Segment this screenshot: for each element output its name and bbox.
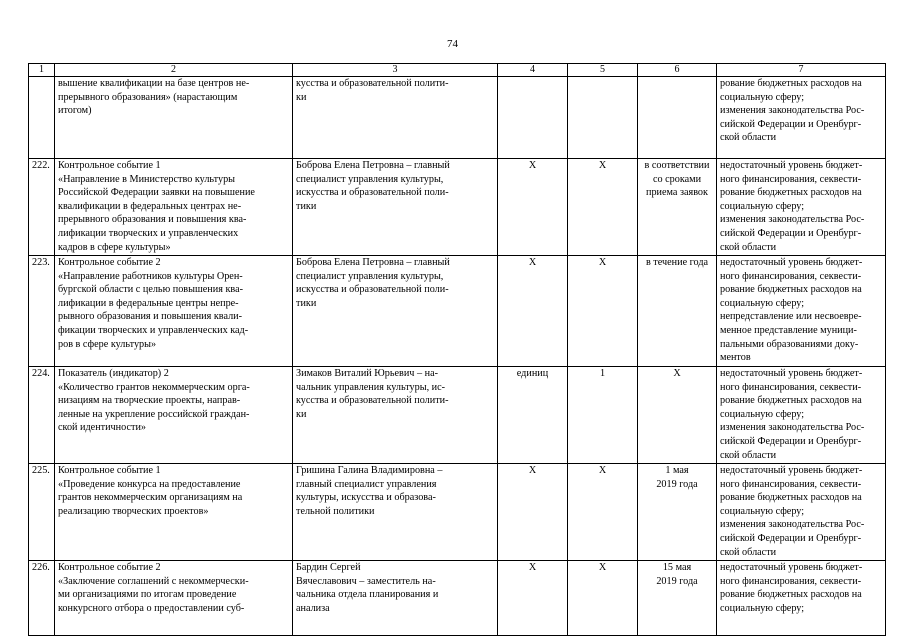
event-description [55,77,293,159]
responsible-person-line: ки [296,408,307,420]
event-description-line: фикации творческих и управленческих кад- [58,324,249,336]
risk-cell-line: социальную сферу; [720,297,805,309]
table-row [29,464,886,561]
event-description-line: кадров в сфере культуры» [58,241,171,253]
responsible-person-line: тики [296,297,317,309]
responsible-person-line: тельной политики [296,505,375,517]
responsible-person-line: тики [296,200,317,212]
table-row [29,159,886,256]
event-description-line: прерывного образования и повышения ква- [58,214,247,226]
deadline-cell-line: 2019 года [656,575,698,587]
unit-cell-line: X [528,160,537,171]
risk-cell [717,464,886,561]
event-description [55,367,293,464]
deadline-cell [638,159,717,256]
row-number-line: 225. [32,465,50,476]
value-cell [568,77,638,159]
responsible-person-line: Боброва Елена Петровна – главный [296,160,450,171]
unit-cell-line: X [528,562,537,573]
risk-cell-line: недостаточный уровень бюджет- [720,562,863,573]
risk-cell-line: непредставление или несвоевре- [720,311,862,323]
deadline-cell [638,367,717,464]
value-cell-line: 1 [599,368,606,379]
risk-cell-line: рование бюджетных расходов на [720,589,862,601]
row-number [29,77,55,159]
deadline-cell [638,464,717,561]
risk-cell-line: ного финансирования, секвести- [720,381,862,393]
table-row [29,256,886,367]
responsible-person [293,256,498,367]
event-description-line: ми организациями по итогам проведение [58,589,237,601]
event-description-line: итогом) [58,105,92,117]
event-description-line: грантов некоммерческим организациям на [58,492,243,504]
unit-cell [498,561,568,636]
event-description-line: «Количество грантов некоммерческим орга- [58,381,250,393]
unit-cell [498,367,568,464]
unit-cell-line: X [528,465,537,476]
event-description [55,464,293,561]
responsible-person [293,464,498,561]
responsible-person-line: искусства и образовательной поли- [296,284,449,296]
deadline-cell-line: 1 мая [665,465,689,476]
event-description-line: конкурсного отбора о предоставлении суб- [58,602,245,614]
risk-cell-line: ного финансирования, секвести- [720,478,862,490]
responsible-person-line: чальника отдела планирования и [296,589,439,601]
row-number [29,464,55,561]
event-description-line: вышение квалификации на базе центров не- [58,78,250,89]
risk-cell-line: ской области [720,546,777,558]
header-cell: 3 [293,64,498,77]
page-number: 74 [447,38,458,50]
value-cell [568,159,638,256]
event-description-line: «Направление в Министерство культуры [58,173,236,185]
event-description-line: «Заключение соглашений с некоммерчески- [58,575,249,587]
event-description-line: реализацию творческих проектов» [58,505,209,517]
unit-cell-line: единиц [516,368,549,379]
value-cell-line: X [598,257,607,268]
table-row [29,367,886,464]
risk-cell-line: недостаточный уровень бюджет- [720,465,863,476]
responsible-person [293,159,498,256]
risk-cell-line: ской области [720,132,777,144]
deadline-cell [638,561,717,636]
event-description-line: лификации творческих и управленческих [58,227,239,239]
row-number-line: 226. [32,562,50,573]
risk-cell-line: рование бюджетных расходов на [720,187,862,199]
risk-cell-line: социальную сферу; [720,408,805,420]
deadline-cell-line: в течение года [645,257,709,268]
deadline-cell-line: X [673,368,681,379]
event-description-line: Контрольное событие 1 [58,465,161,476]
responsible-person-line: кусства и образовательной полити- [296,395,449,407]
header-cell: 5 [568,64,638,77]
row-number-line: 224. [32,368,50,379]
risk-cell-line: ного финансирования, секвести- [720,575,862,587]
risk-cell-line: ской области [720,449,777,461]
event-description-line: Контрольное событие 2 [58,562,161,573]
risk-cell-line: рование бюджетных расходов на [720,492,862,504]
responsible-person-line: Гришина Галина Владимировна – [296,465,443,476]
unit-cell [498,77,568,159]
responsible-person-line: Вячеславович – заместитель на- [296,575,436,587]
responsible-person-line: главный специалист управления [296,478,437,490]
risk-cell-line: недостаточный уровень бюджет- [720,160,863,171]
responsible-person-line: Бардин Сергей [296,562,361,573]
event-description-line: ленные на укрепление российской граждан- [58,408,250,420]
value-cell-line: X [598,562,607,573]
responsible-person-line: чальник управления культуры, ис- [296,381,446,393]
risk-cell-line: сийской Федерации и Оренбург- [720,435,862,447]
risk-cell-line: недостаточный уровень бюджет- [720,368,863,379]
event-description-line: Контрольное событие 2 [58,257,161,268]
responsible-person-line: искусства и образовательной поли- [296,187,449,199]
risk-cell-line: недостаточный уровень бюджет- [720,257,863,268]
deadline-cell-line: в соответствии [644,160,710,171]
risk-cell-line: рование бюджетных расходов на [720,395,862,407]
risk-cell-line: социальную сферу; [720,200,805,212]
event-description-line: ров в сфере культуры» [58,338,157,350]
row-number [29,256,55,367]
event-description-line: Контрольное событие 1 [58,160,161,171]
risk-cell-line: социальную сферу; [720,602,805,614]
risk-cell-line: рование бюджетных расходов на [720,78,862,89]
responsible-person [293,367,498,464]
risk-cell-line: сийской Федерации и Оренбург- [720,118,862,130]
risk-cell-line: ного финансирования, секвести- [720,270,862,282]
unit-cell [498,464,568,561]
header-cell: 2 [55,64,293,77]
value-cell [568,367,638,464]
risk-cell-line: сийской Федерации и Оренбург- [720,532,862,544]
risk-cell [717,561,886,636]
header-cell: 6 [638,64,717,77]
responsible-person-line: ки [296,91,307,103]
risk-cell-line: изменения законодательства Рос- [720,105,865,117]
row-number [29,159,55,256]
header-cell: 4 [498,64,568,77]
responsible-person-line: кусства и образовательной полити- [296,78,449,89]
risk-cell-line: ного финансирования, секвести- [720,173,862,185]
unit-cell [498,256,568,367]
event-description-line: Показатель (индикатор) 2 [58,368,169,379]
value-cell [568,464,638,561]
event-description [55,561,293,636]
risk-cell-line: ской области [720,241,777,253]
risk-cell [717,256,886,367]
plan-table [28,63,886,636]
event-description-line: «Проведение конкурса на предоставление [58,478,241,490]
risk-cell-line: социальную сферу; [720,91,805,103]
value-cell [568,256,638,367]
header-cell: 1 [29,64,55,77]
deadline-cell-line: со сроками [652,173,702,185]
event-description-line: рывного образования и повышения квали- [58,311,243,323]
risk-cell-line: социальную сферу; [720,505,805,517]
header-row [29,64,886,77]
risk-cell-line: менное представление муници- [720,324,857,336]
row-number [29,367,55,464]
risk-cell-line: изменения законодательства Рос- [720,422,865,434]
unit-cell-line: X [528,257,537,268]
risk-cell-line: сийской Федерации и Оренбург- [720,227,862,239]
value-cell [568,561,638,636]
event-description-line: квалификации в федеральных центрах не- [58,200,242,212]
table-row [29,561,886,636]
event-description [55,256,293,367]
deadline-cell-line: 15 мая [662,562,692,573]
risk-cell-line: изменения законодательства Рос- [720,519,865,531]
deadline-cell [638,256,717,367]
row-number [29,561,55,636]
risk-cell-line: ментов [720,352,751,364]
responsible-person-line: специалист управления культуры, [296,270,444,282]
risk-cell-line: пальными образованиями доку- [720,338,859,350]
event-description-line: Российской Федерации заявки на повышение [58,187,255,199]
responsible-person-line: анализа [296,602,330,614]
risk-cell-line: изменения законодательства Рос- [720,214,865,226]
deadline-cell-line: приема заявок [646,187,708,199]
unit-cell [498,159,568,256]
risk-cell [717,367,886,464]
event-description-line: «Направление работников культуры Орен- [58,270,243,282]
event-description-line: ской идентичности» [58,422,147,434]
responsible-person-line: Зимаков Виталий Юрьевич – на- [296,368,438,379]
value-cell-line: X [598,160,607,171]
row-number-line: 223. [32,257,50,268]
risk-cell-line: рование бюджетных расходов на [720,284,862,296]
responsible-person-line: специалист управления культуры, [296,173,444,185]
value-cell-line: X [598,465,607,476]
responsible-person-line: Боброва Елена Петровна – главный [296,257,450,268]
header-cell: 7 [717,64,886,77]
deadline-cell-line: 2019 года [656,478,698,490]
event-description-line: лификации в федеральные центры непре- [58,297,239,309]
event-description-line: низациям на творческие проекты, направ- [58,395,241,407]
event-description-line: бургской области с целью повышения ква- [58,284,243,296]
responsible-person [293,561,498,636]
event-description-line: прерывного образования» (нарастающим [58,91,238,103]
risk-cell [717,159,886,256]
risk-cell [717,77,886,159]
deadline-cell [638,77,717,159]
event-description [55,159,293,256]
row-number-line: 222. [32,160,50,171]
responsible-person-line: культуры, искусства и образова- [296,492,436,504]
responsible-person [293,77,498,159]
table-row [29,77,886,159]
